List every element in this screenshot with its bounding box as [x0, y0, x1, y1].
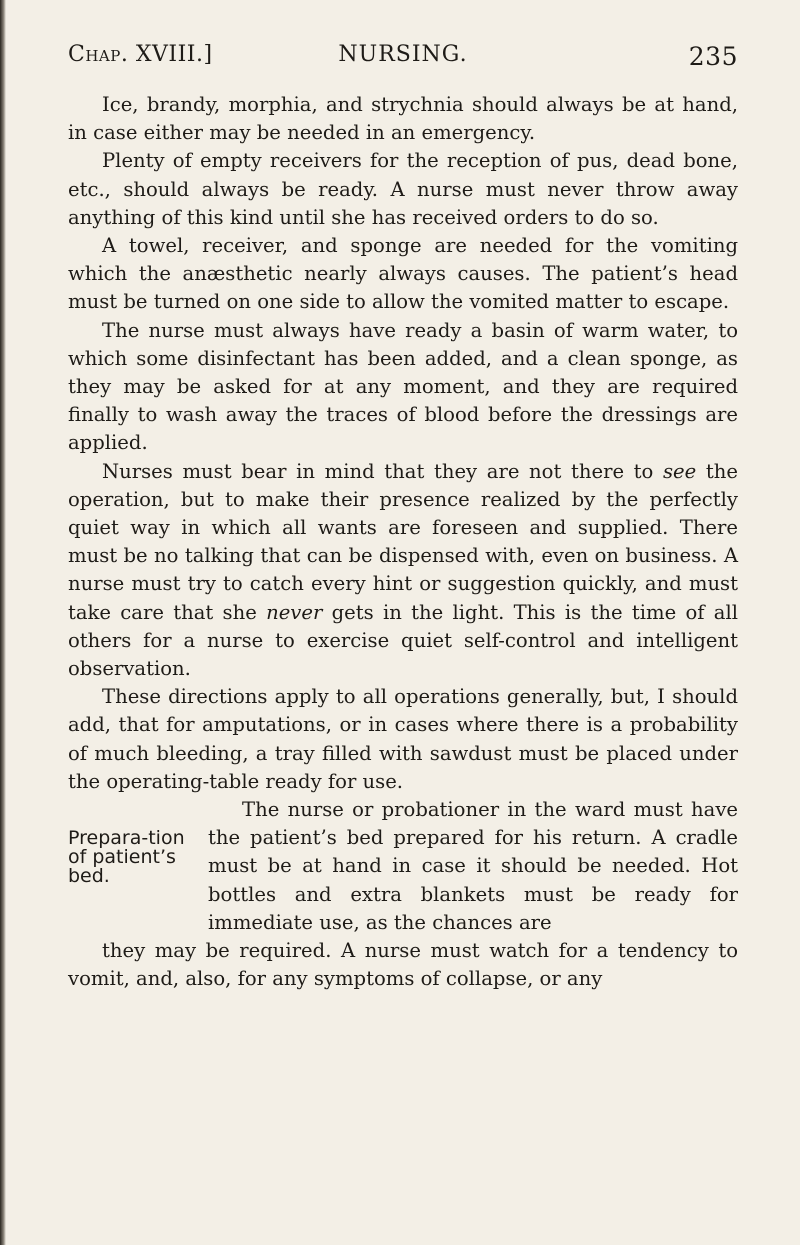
chapter-label: Chap. XVIII.] [68, 42, 213, 67]
margin-note: Prepara-tion of patient’s bed. [68, 827, 185, 888]
paragraph-2: Plenty of empty receivers for the reception of pus, dead bone, etc., should always be ready. A nurse must never throw away anything of this kind until she has received orders to do so. [68, 149, 738, 229]
paragraph-5 [68, 458, 738, 684]
paragraph-3: A towel, receiver, and sponge are needed for the vomiting which the anæsthetic nearly always causes. The patient’s head must be turned on one side to allow the vomited matter to escape. [68, 234, 738, 314]
page-edge [0, 0, 6, 1245]
wrapped-section [68, 796, 738, 937]
paragraph-4: The nurse must always have ready a basin of warm water, to which some disinfectant has been added, and a clean sponge, as they may be asked for at any moment, and they are required finally to wash away the traces of blood before the dressings are applied. [68, 318, 738, 455]
paragraph-7-wrapped: The nurse or probationer in the ward must have the patient’s bed prepared for his return. A cradle must be at hand in case it should be needed. Hot bottles and extra blankets must be ready for immediate use, as the chances are [208, 798, 738, 934]
running-header [68, 42, 738, 82]
emphasis-see: see [663, 459, 697, 483]
paragraph-5-part-b: the operation, but to make their presence realized by the perfectly quiet way in which all wants are foreseen and supplied. There must be no talking that can be dispensed with, even on business. A nurse must try to catch every hint or suggestion quickly, and must take care that she [68, 459, 738, 624]
emphasis-never: never [266, 600, 323, 624]
page-body [68, 91, 738, 994]
page-number: 235 [688, 42, 738, 71]
paragraph-7-continued: they may be required. A nurse must watch for a tendency to vomit, and, also, for any symptoms of collapse, or any [68, 939, 738, 991]
paragraph-1: Ice, brandy, morphia, and strychnia should always be at hand, in case either may be needed in an emergency. [68, 93, 738, 145]
paragraph-6: These directions apply to all operations generally, but, I should add, that for amputations, or in cases where there is a probability of much bleeding, a tray filled with sawdust must be placed under the operating-table ready for use. [68, 685, 738, 793]
running-title: NURSING. [338, 42, 468, 67]
paragraph-5-part-a: Nurses must bear in mind that they are not there to [102, 459, 663, 483]
paragraph-5-part-c: gets in the light. This is the time of all others for a nurse to exercise quiet self-control and intelligent observation. [68, 600, 739, 681]
